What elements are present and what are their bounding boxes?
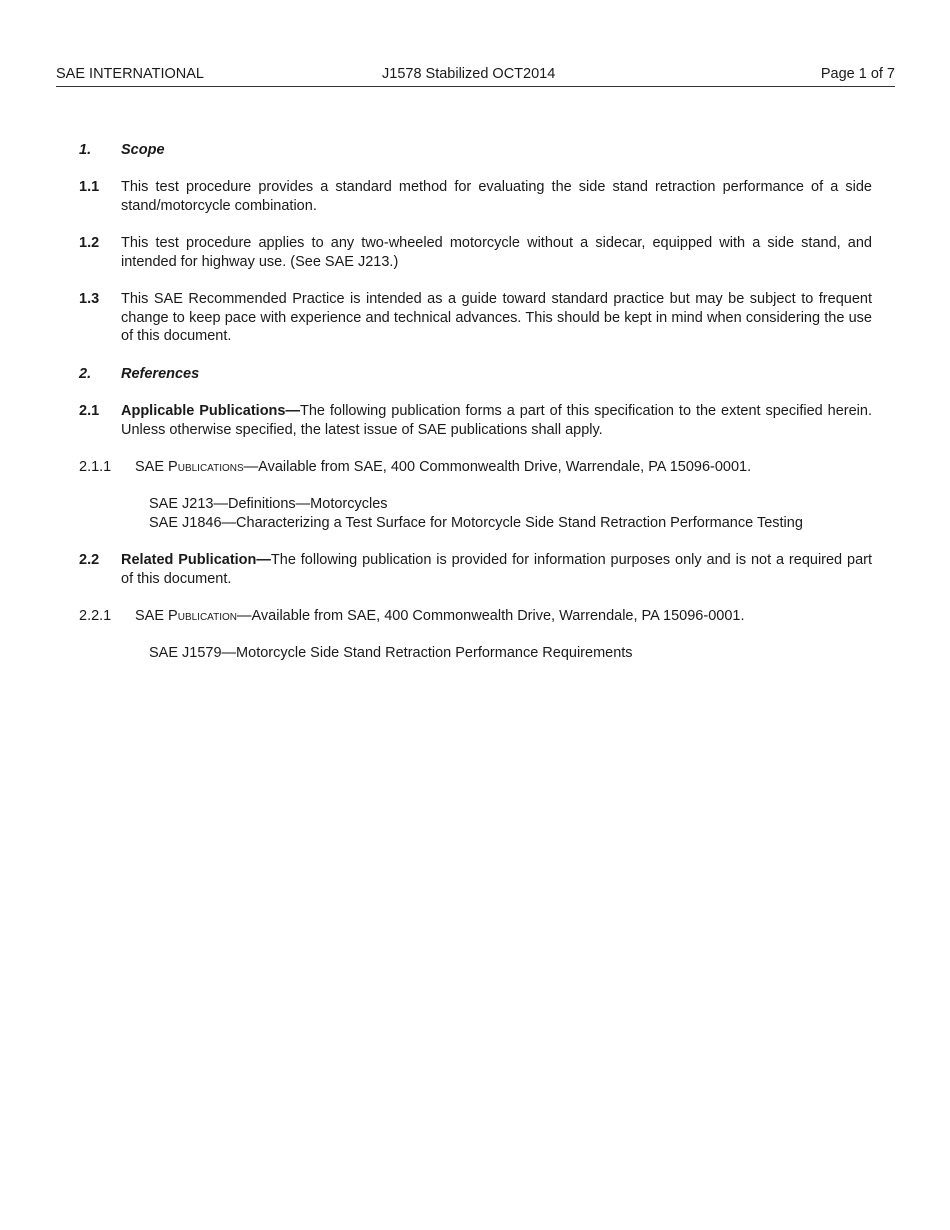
paragraph-number: 2.2 (79, 552, 100, 568)
label-prefix: SAE (135, 608, 169, 624)
paragraph-number: 1.2 (79, 235, 100, 251)
paragraph-text: —Available from SAE, 400 Commonwealth Drive, Warrendale, PA 15096-0001. (243, 459, 752, 475)
paragraph-1-2 (79, 234, 872, 271)
paragraph-text: This test procedure applies to any two-wheeled motorcycle without a sidecar, equipped with a side stand, and intended for highway use. (See SAE J213.) (121, 235, 872, 270)
paragraph-body (121, 402, 872, 439)
paragraph-lead: Related Publication— (121, 552, 271, 568)
section-title: References (121, 366, 200, 382)
paragraph-1-1 (79, 178, 872, 215)
reference-item: SAE J1846—Characterizing a Test Surface for Motorcycle Side Stand Retraction Performance Testing (149, 514, 803, 531)
label-prefix: SAE (135, 459, 169, 475)
section-title: Scope (121, 142, 165, 158)
paragraph-lead: Applicable Publications— (121, 403, 300, 419)
label-small-caps: Publication (168, 608, 237, 624)
section-1-heading (79, 141, 872, 160)
header-organization: SAE INTERNATIONAL (56, 66, 204, 82)
reference-list-2-2-1 (149, 644, 633, 663)
section-number: 1. (79, 142, 92, 158)
paragraph-1-3 (79, 290, 872, 346)
header-page-number: Page 1 of 7 (820, 66, 895, 82)
reference-item: SAE J213—Definitions—Motorcycles (149, 496, 388, 512)
paragraph-text: —Available from SAE, 400 Commonwealth Drive, Warrendale, PA 15096-0001. (237, 608, 745, 624)
paragraph-number: 2.1.1 (79, 459, 112, 475)
paragraph-2-2-1 (79, 607, 872, 626)
paragraph-text: The following publication is provided for information purposes only and is not a required part of this document. (121, 552, 872, 587)
paragraph-body (135, 458, 872, 477)
paragraph-number: 2.2.1 (79, 608, 112, 624)
page-header (56, 66, 895, 87)
paragraph-2-1 (79, 402, 872, 439)
paragraph-text: This test procedure provides a standard method for evaluating the side stand retraction performance of a side stand/motorcycle combination. (121, 179, 872, 214)
paragraph-number: 1.3 (79, 291, 100, 307)
paragraph-number: 1.1 (79, 179, 100, 195)
header-document-id: J1578 Stabilized OCT2014 (382, 66, 556, 82)
reference-item: SAE J1579—Motorcycle Side Stand Retraction Performance Requirements (149, 645, 633, 661)
paragraph-2-2 (79, 551, 872, 588)
paragraph-text: This SAE Recommended Practice is intended as a guide toward standard practice but may be subject to frequent change to keep pace with experience and technical advances. This should be kept in mind when considering the use of this document. (121, 291, 872, 344)
paragraph-body (135, 607, 872, 626)
section-number: 2. (79, 366, 92, 382)
paragraph-body (121, 551, 872, 588)
paragraph-text: The following publication forms a part of this specification to the extent specified herein. Unless otherwise specified, the latest issue of SAE publications shall apply. (121, 403, 872, 438)
reference-list-2-1-1 (149, 495, 803, 532)
paragraph-2-1-1 (79, 458, 872, 477)
label-small-caps: Publications (168, 459, 244, 475)
section-2-heading (79, 365, 872, 384)
paragraph-number: 2.1 (79, 403, 100, 419)
